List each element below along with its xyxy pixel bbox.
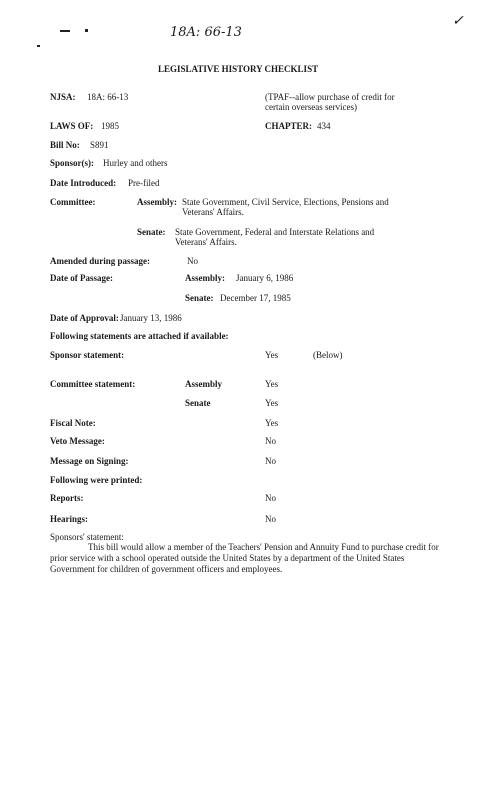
fiscal-note-label: Fiscal Note: bbox=[50, 418, 96, 428]
amended-label: Amended during passage: bbox=[50, 256, 151, 266]
committee-statement-label: Committee statement: bbox=[50, 379, 136, 389]
committee-assembly-line1: State Government, Civil Service, Elections, Pensions and bbox=[182, 197, 389, 207]
date-introduced-value: Pre-filed bbox=[128, 178, 160, 188]
committee-senate-label: Senate: bbox=[137, 227, 166, 237]
scan-dot bbox=[85, 29, 88, 32]
committee-senate-line2: Veterans' Affairs. bbox=[175, 237, 237, 247]
laws-of-value: 1985 bbox=[101, 121, 119, 131]
handwritten-code: 18A: 66-13 bbox=[170, 25, 242, 40]
bill-no-label: Bill No: bbox=[50, 140, 80, 150]
committee-statement-assembly-value: Yes bbox=[265, 379, 279, 389]
laws-of-label: LAWS OF: bbox=[50, 121, 94, 131]
passage-senate-value: December 17, 1985 bbox=[220, 293, 291, 303]
sponsors-statement-text: This bill would allow a member of the Teachers' Pension and Annuity Fund to purchase credit for prior service with a school operated outside the United States by a department of the United States Government for children of government officers and employees. bbox=[50, 542, 439, 574]
sponsors-statement-heading: Sponsors' statement: bbox=[50, 532, 124, 542]
hearings-label: Hearings: bbox=[50, 514, 88, 524]
committee-assembly-line2: Veterans' Affairs. bbox=[182, 207, 244, 217]
fiscal-note-value: Yes bbox=[265, 418, 279, 428]
committee-statement-assembly-label: Assembly bbox=[185, 379, 223, 389]
sponsor-statement-note: (Below) bbox=[313, 350, 343, 360]
approval-value: January 13, 1986 bbox=[120, 313, 182, 323]
following-attached-heading: Following statements are attached if available: bbox=[50, 331, 229, 341]
chapter-value: 434 bbox=[317, 121, 331, 131]
njsa-value: 18A: 66-13 bbox=[87, 92, 129, 102]
amended-value: No bbox=[187, 256, 198, 266]
reports-label: Reports: bbox=[50, 493, 84, 503]
veto-message-value: No bbox=[265, 436, 276, 446]
date-introduced-label: Date Introduced: bbox=[50, 178, 117, 188]
committee-statement-senate-label: Senate bbox=[185, 398, 211, 408]
scan-dot bbox=[37, 45, 40, 47]
passage-senate-label: Senate: bbox=[185, 293, 214, 303]
njsa-label: NJSA: bbox=[50, 92, 76, 102]
committee-senate-line1: State Government, Federal and Interstate Relations and bbox=[175, 227, 375, 237]
page-title: LEGISLATIVE HISTORY CHECKLIST bbox=[158, 64, 319, 74]
summary-line2: certain overseas services) bbox=[265, 102, 357, 112]
scan-mark bbox=[60, 30, 70, 32]
passage-label: Date of Passage: bbox=[50, 273, 113, 283]
message-signing-value: No bbox=[265, 456, 276, 466]
passage-assembly-label: Assembly: bbox=[185, 273, 225, 283]
bill-no-value: S891 bbox=[90, 140, 109, 150]
message-signing-label: Message on Signing: bbox=[50, 456, 129, 466]
committee-label: Committee: bbox=[50, 197, 96, 207]
passage-assembly-value: January 6, 1986 bbox=[236, 273, 294, 283]
following-printed-heading: Following were printed: bbox=[50, 475, 143, 485]
chapter-label: CHAPTER: bbox=[265, 121, 312, 131]
summary-line1: (TPAF--allow purchase of credit for bbox=[265, 92, 395, 102]
sponsor-statement-value: Yes bbox=[265, 350, 279, 360]
committee-assembly-label: Assembly: bbox=[137, 197, 177, 207]
reports-value: No bbox=[265, 493, 276, 503]
check-mark: ✓ bbox=[452, 13, 464, 29]
hearings-value: No bbox=[265, 514, 276, 524]
veto-message-label: Veto Message: bbox=[50, 436, 105, 446]
committee-statement-senate-value: Yes bbox=[265, 398, 279, 408]
sponsors-value: Hurley and others bbox=[103, 158, 168, 168]
approval-label: Date of Approval: bbox=[50, 313, 119, 323]
sponsors-label: Sponsor(s): bbox=[50, 158, 95, 168]
sponsor-statement-label: Sponsor statement: bbox=[50, 350, 125, 360]
